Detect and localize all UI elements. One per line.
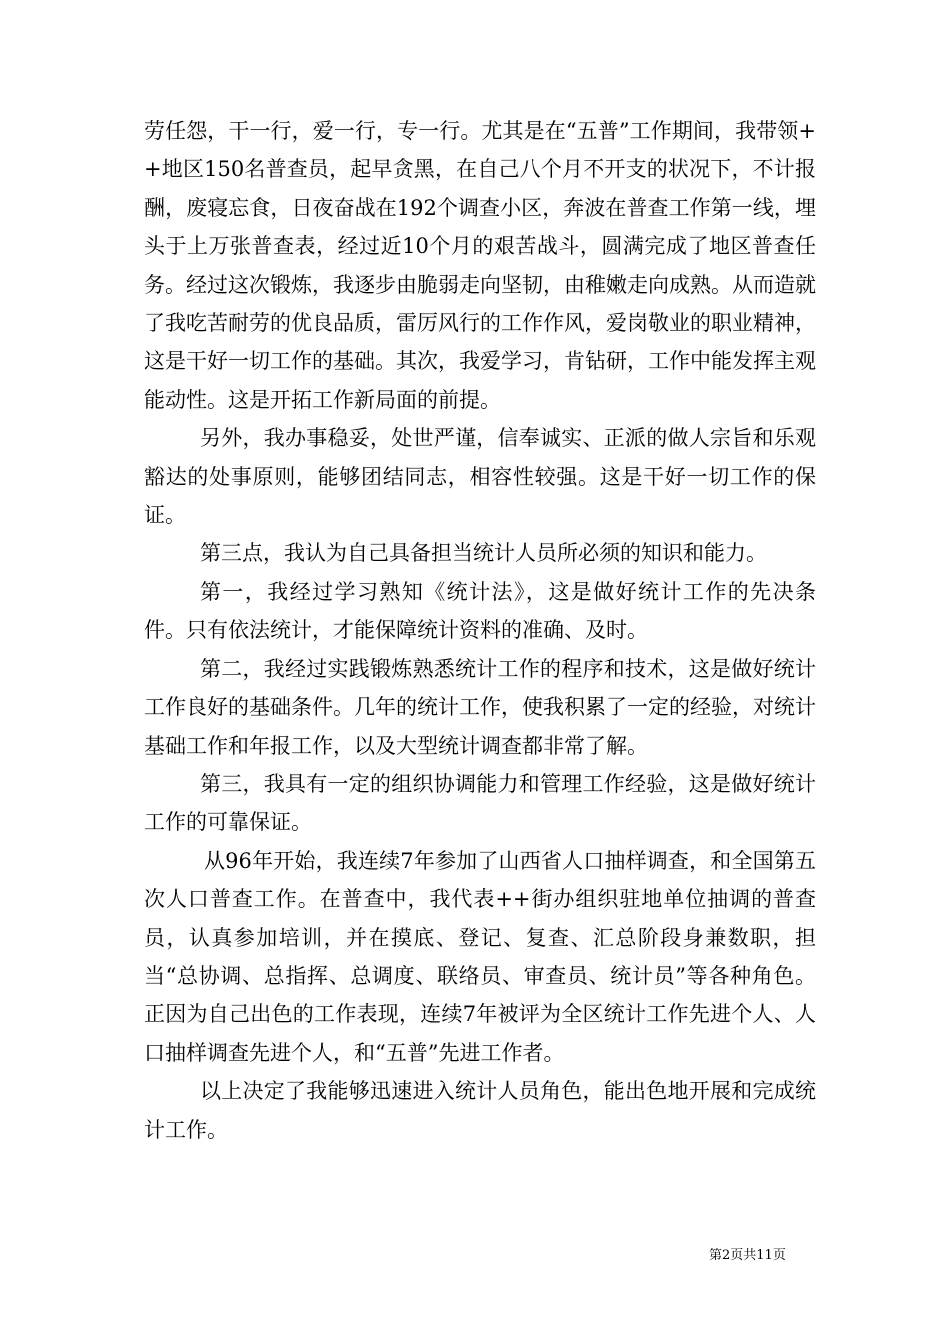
paragraph-third: 第三，我具有一定的组织协调能力和管理工作经验，这是做好统计工作的可靠保证。 (144, 771, 816, 835)
paragraph-third-point: 第三点，我认为自己具备担当统计人员所必须的知识和能力。 (200, 541, 767, 566)
paragraph-personality: 另外，我办事稳妥，处世严谨，信奉诚实、正派的做人宗旨和乐观豁达的处事原则，能够团结同志，相容性较强。这是干好一切工作的保证。 (144, 426, 816, 528)
paragraph-first: 第一，我经过学习熟知《统计法》，这是做好统计工作的先决条件。只有依法统计，才能保障统计资料的准确、及时。 (144, 579, 816, 643)
document-body (144, 112, 816, 1149)
paragraph-conclusion: 以上决定了我能够迅速进入统计人员角色，能出色地开展和完成统计工作。 (144, 1079, 816, 1142)
paragraph-census-experience: 从96年开始，我连续7年参加了山西省人口抽样调查，和全国第五次人口普查工作。在普查中，我代表++街办组织驻地单位抽调的普查员，认真参加培训，并在摸底、登记、复查、汇总阶段身兼数职，担当“总协调、总指挥、总调度、联络员、审查员、统计员”等各种角色。正因为自己出色的工作表现，连续7年被评为全区统计工作先进个人、人口抽样调查先进个人，和“五普”先进工作者。 (144, 848, 816, 1065)
paragraph-continuation: 劳任怨，干一行，爱一行，专一行。尤其是在“五普”工作期间，我带领++地区150名普查员，起早贪黑，在自己八个月不开支的状况下，不计报酬，废寝忘食，日夜奋战在192个调查小区，奔波在普查工作第一线，埋头于上万张普查表，经过近10个月的艰苦战斗，圆满完成了地区普查任务。经过这次锻炼，我逐步由脆弱走向坚韧，由稚嫩走向成熟。从而造就了我吃苦耐劳的优良品质，雷厉风行的工作作风，爱岗敬业的职业精神，这是干好一切工作的基础。其次，我爱学习，肯钻研，工作中能发挥主观能动性。这是开拓工作新局面的前提。 (144, 119, 816, 412)
page-number: 第2页共11页 (709, 1248, 786, 1263)
paragraph-second: 第二，我经过实践锻炼熟悉统计工作的程序和技术，这是做好统计工作良好的基础条件。几年的统计工作，使我积累了一定的经验，对统计基础工作和年报工作，以及大型统计调查都非常了解。 (144, 656, 816, 758)
